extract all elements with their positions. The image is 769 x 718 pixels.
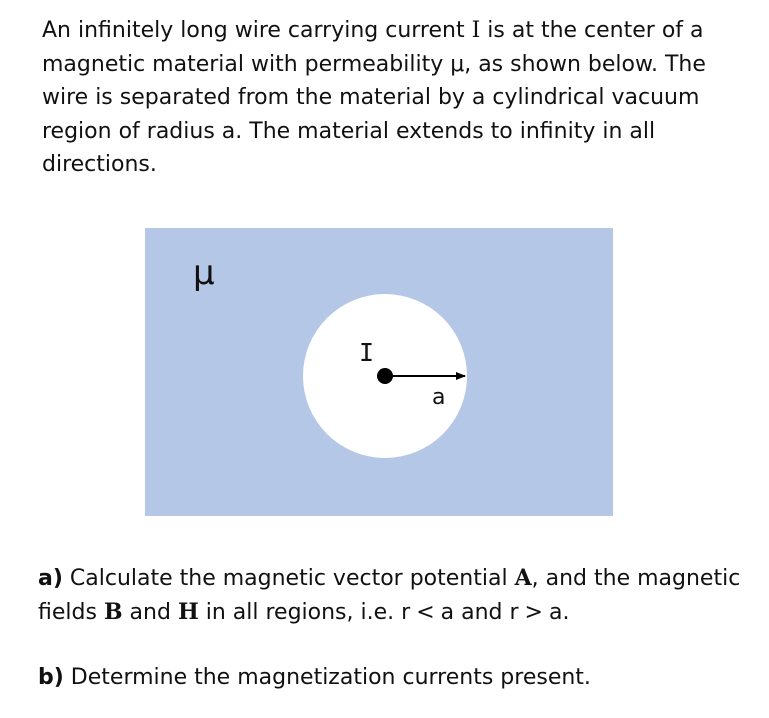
question-a-paragraph (38, 562, 763, 629)
question-b-letter: b) (38, 665, 64, 690)
condition-1-value: a (440, 599, 455, 625)
question-a-text-1: Calculate the magnetic vector potential (62, 566, 515, 591)
question-a (38, 562, 763, 629)
material-mu-label: μ (193, 253, 215, 293)
condition-2-value: a (548, 599, 563, 625)
intro-paragraph (42, 14, 752, 182)
current-symbol: I (471, 18, 481, 43)
symbol-B: B (103, 598, 123, 625)
wire-figure (145, 228, 613, 516)
question-b (38, 661, 763, 695)
question-a-letter: a) (38, 566, 63, 591)
intro-text-2: is at the center of a magnetic material with permeability (42, 18, 704, 77)
question-a-text-5: and (454, 599, 510, 625)
condition-1-operator: < (416, 599, 435, 625)
question-a-text-4: in all regions, i.e. (198, 599, 402, 625)
condition-2-variable: r (509, 599, 519, 625)
intro-text-1: An infinitely long wire carrying current (42, 18, 472, 43)
condition-2-operator: > (524, 599, 543, 625)
mu-symbol: μ (450, 51, 465, 77)
question-b-text: Determine the magnetization currents present. (63, 665, 591, 690)
question-a-text-6: . (562, 599, 570, 625)
condition-1-variable: r (401, 599, 411, 625)
question-a-text-2: , and the magnetic fields (38, 566, 741, 625)
current-label: I (359, 338, 375, 367)
question-a-text-3: and (122, 599, 178, 625)
intro-text-4: . The material extends to infinity in all directions. (42, 118, 656, 177)
symbol-H: H (177, 598, 199, 625)
symbol-A: A (514, 565, 532, 591)
figure-svg (145, 228, 613, 516)
radius-symbol: a (221, 118, 236, 144)
problem-statement (42, 14, 752, 182)
question-b-paragraph (38, 661, 763, 695)
wire-dot (377, 368, 393, 384)
radius-label: a (432, 385, 446, 410)
intro-text-3: , as shown below. The wire is separated from the material by a cylindrical vacuum region of radius (42, 51, 706, 144)
